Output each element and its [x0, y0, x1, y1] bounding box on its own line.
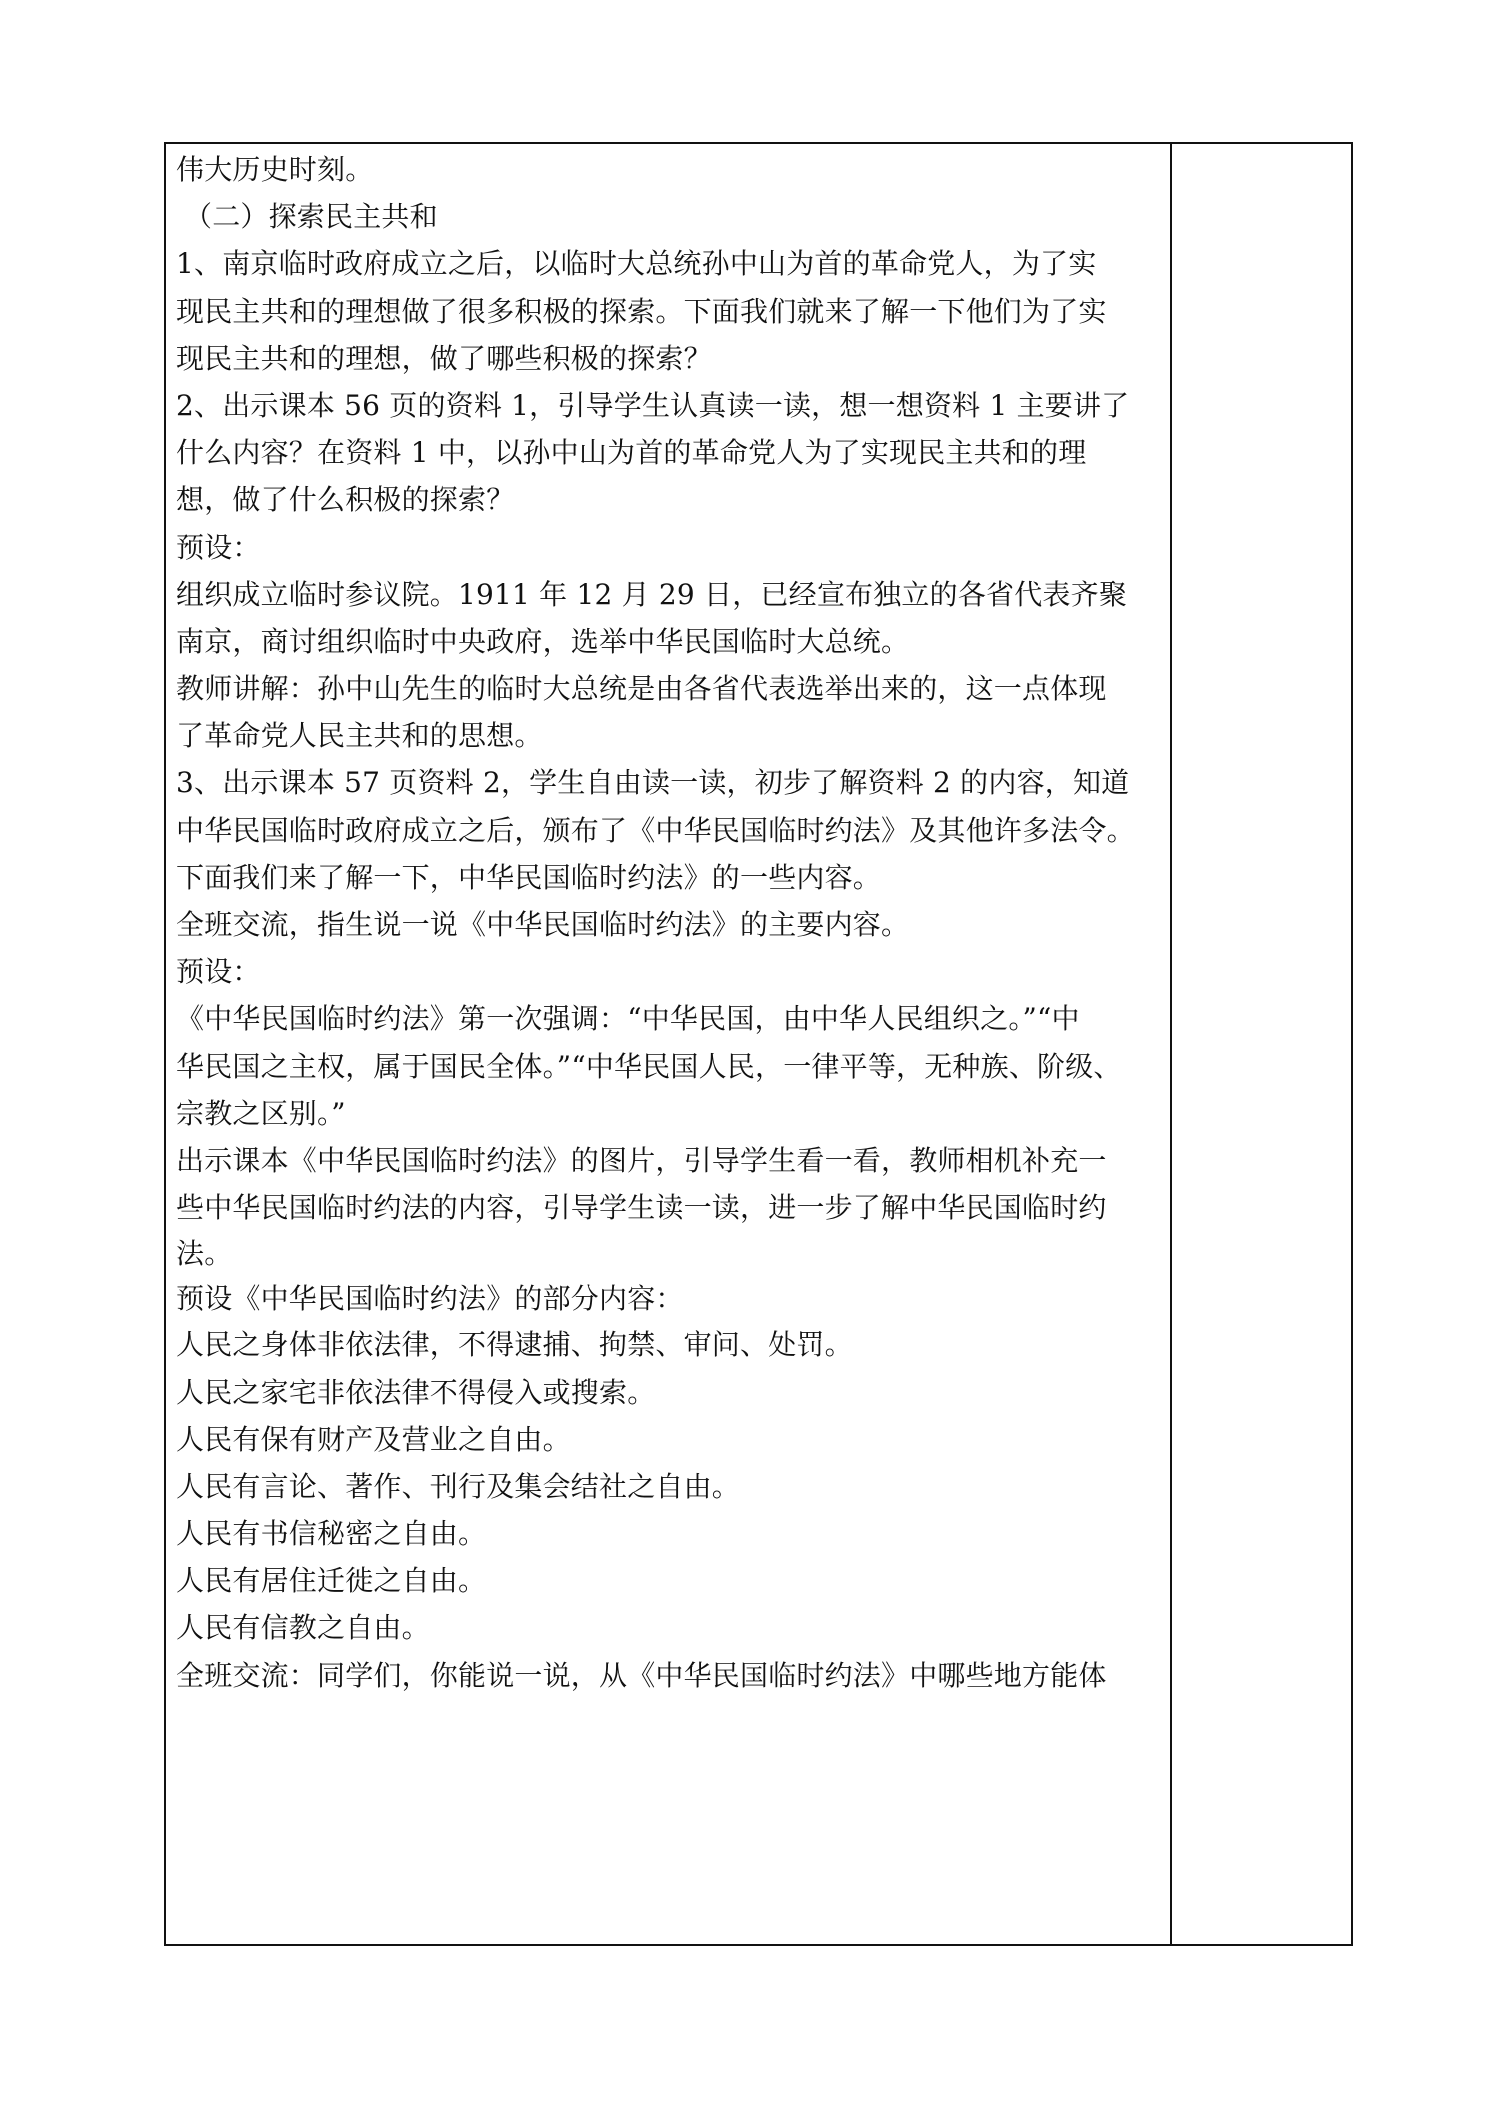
text-line: 人民有保有财产及营业之自由。 [176, 1422, 571, 1456]
text-line: 1、南京临时政府成立之后，以临时大总统孙中山为首的革命党人，为了实 [176, 247, 1097, 281]
column-divider [1170, 142, 1172, 1946]
text-line: 教师讲解：孙中山先生的临时大总统是由各省代表选举出来的，这一点体现 [176, 672, 1107, 706]
text-line: 什么内容？在资料 1 中，以孙中山为首的革命党人为了实现民主共和的理 [176, 436, 1087, 470]
text-line: 现民主共和的理想做了很多积极的探索。下面我们就来了解一下他们为了实 [176, 294, 1107, 328]
notes-cell [1173, 146, 1349, 1942]
text-line: 预设： [176, 530, 261, 564]
section-heading: （二）探索民主共和 [184, 200, 438, 234]
text-line: 预设《中华民国临时约法》的部分内容： [176, 1282, 684, 1316]
text-line: 人民有居住迁徙之自由。 [176, 1564, 487, 1598]
text-line: 南京，商讨组织临时中央政府，选举中华民国临时大总统。 [176, 624, 910, 658]
lesson-content-cell [176, 146, 1164, 1942]
text-line: 下面我们来了解一下，中华民国临时约法》的一些内容。 [176, 860, 882, 894]
text-line: 预设： [176, 955, 261, 989]
text-line: 现民主共和的理想，做了哪些积极的探索？ [176, 341, 712, 375]
text-line: 宗教之区别。” [176, 1096, 346, 1130]
text-line: 全班交流，指生说一说《中华民国临时约法》的主要内容。 [176, 908, 910, 941]
text-line: 全班交流：同学们，你能说一说，从《中华民国临时约法》中哪些地方能体 [176, 1658, 1107, 1692]
text-line: 华民国之主权，属于国民全体。”“中华民国人民，一律平等，无种族、阶级、 [176, 1049, 1122, 1083]
text-line: 人民之家宅非依法律不得侵入或搜索。 [176, 1375, 656, 1409]
text-line: 出示课本《中华民国临时约法》的图片，引导学生看一看，教师相机补充一 [176, 1143, 1107, 1177]
text-line: 人民有信教之自由。 [176, 1611, 430, 1645]
text-line: 法。 [176, 1237, 233, 1271]
text-line: 伟大历史时刻。 [176, 153, 374, 186]
text-line: 人民有书信秘密之自由。 [176, 1517, 487, 1551]
text-line: 人民之身体非依法律，不得逮捕、拘禁、审问、处罚。 [176, 1328, 853, 1362]
text-line: 中华民国临时政府成立之后，颁布了《中华民国临时约法》及其他许多法令。 [176, 813, 1135, 847]
text-line: 《中华民国临时约法》第一次强调：“中华民国，由中华人民组织之。”“中 [176, 1002, 1080, 1036]
text-line: 3、出示课本 57 页资料 2，学生自由读一读，初步了解资料 2 的内容，知道 [176, 766, 1130, 800]
text-line: 人民有言论、著作、刊行及集会结社之自由。 [176, 1469, 741, 1503]
text-line: 组织成立临时参议院。1911 年 12 月 29 日，已经宣布独立的各省代表齐聚 [176, 577, 1128, 611]
text-line: 些中华民国临时约法的内容，引导学生读一读，进一步了解中华民国临时约 [176, 1191, 1107, 1225]
text-line: 了革命党人民主共和的思想。 [176, 719, 543, 753]
text-line: 2、出示课本 56 页的资料 1，引导学生认真读一读，想一想资料 1 主要讲了 [176, 388, 1130, 422]
text-line: 想，做了什么积极的探索？ [176, 483, 515, 517]
